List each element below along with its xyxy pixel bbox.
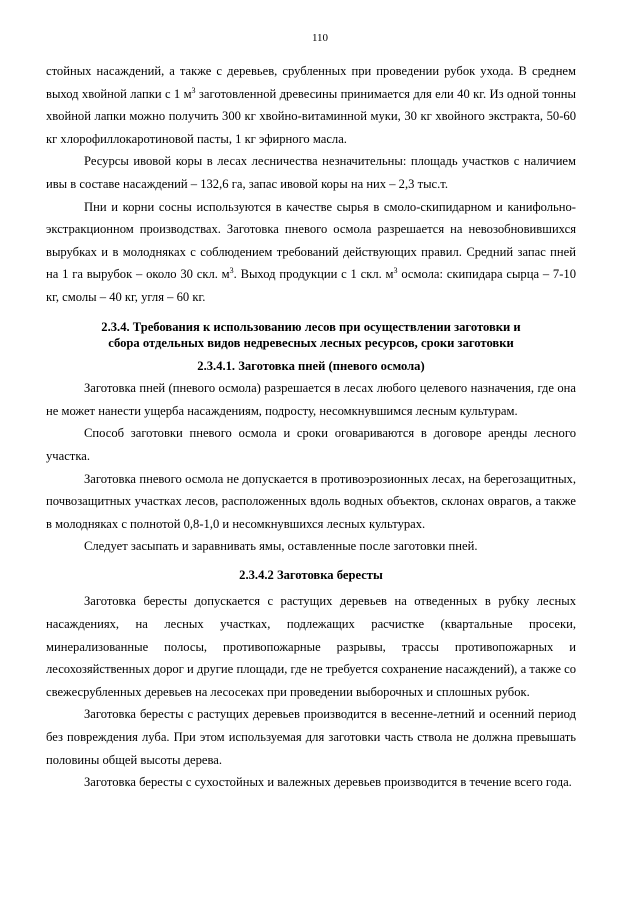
paragraph-willow-bark: Ресурсы ивовой коры в лесах лесничества незначительны: площадь участков с наличием ивы в составе насаждений – 132,6 га, запас ивовой коры на них – 2,3 тыс.т. <box>46 154 576 191</box>
section-heading-2-3-4: 2.3.4. Требования к использованию лесов при осуществлении заготовки и сбора отдельных видов недревесных лесных ресурсов, сроки заготовки <box>101 319 521 350</box>
subsection-heading-2-3-4-1: 2.3.4.1. Заготовка пней (пневого осмола) <box>197 358 425 373</box>
paragraph-conifer-yield: стойных насаждений, а также с деревьев, срубленных при проведении рубок ухода. В среднем выход хвойной лапки с 1 $м^3$ заготовленной древесины принимается для ели 40 кг. Из одной тонны хвойной лапки можно получить 300 кг хвойно-витаминной муки, 30 кг хвойного экстракта, 50-60 кг хлорофиллокаротиновой пасты, 1 кг эфирного масла. <box>46 64 576 146</box>
paragraph-birch-bark-deadwood: Заготовка бересты с сухостойных и валежных деревьев производится в течение всего года. <box>84 775 572 790</box>
subsection-heading-2-3-4-2: 2.3.4.2 Заготовка бересты <box>239 567 383 582</box>
paragraph-birch-bark-season: Заготовка бересты с растущих деревьев производится в весенне-летний и осенний период без повреждения луба. При этом используемая для заготовки часть ствола не должна превышать половины общей высоты дерева. <box>46 707 576 767</box>
paragraph-pine-stumps: Пни и корни сосны используются в качестве сырья в смоло-скипидарном и канифольно-экстракционном производствах. Заготовка пневого осмола разрешается на невозобновившихся вырубках и в молодняках с соблюдением требований действующих правил. Средний запас пней на 1 га вырубок – около 30 скл. $м^3$. Выход продукции с 1 скл. $м^3$ осмола: скипидара сырца – 7-10 кг, смолы – 40 кг, угля – 60 кг. <box>46 199 576 304</box>
paragraph-birch-bark-allowed: Заготовка бересты допускается с растущих деревьев на отведенных в рубку лесных насаждениях, на лесных участках, подлежащих расчистке (квартальные просеки, минерализованные полосы, противопожарные разрывы, трассы противопожарных и лесохозяйственных дорог и другие площади, где не требуется сохранение насаждений), а также со свежесрубленных деревьев на лесосеках при проведении выборочных и сплошных рубок. <box>46 594 576 699</box>
page-number: 110 <box>311 32 329 44</box>
paragraph-stump-harvest-allowed: Заготовка пней (пневого осмола) разрешается в лесах любого целевого назначения, где она не может нанести ущерба насаждениям, подросту, несомкнувшимся лесным культурам. <box>46 381 576 418</box>
paragraph-fill-pits: Следует засыпать и заравнивать ямы, оставленные после заготовки пней. <box>84 539 478 554</box>
paragraph-harvest-method: Способ заготовки пневого осмола и сроки оговариваются в договоре аренды лесного участка. <box>46 426 576 463</box>
page-body <box>46 60 576 794</box>
paragraph-harvest-prohibited: Заготовка пневого осмола не допускается в противоэрозионных лесах, на берегозащитных, почвозащитных участках лесов, расположенных вдоль водных объектов, склонах оврагов, а также в молодняках с полнотой 0,8-1,0 и несомкнувшихся лесных культурах. <box>46 471 576 531</box>
